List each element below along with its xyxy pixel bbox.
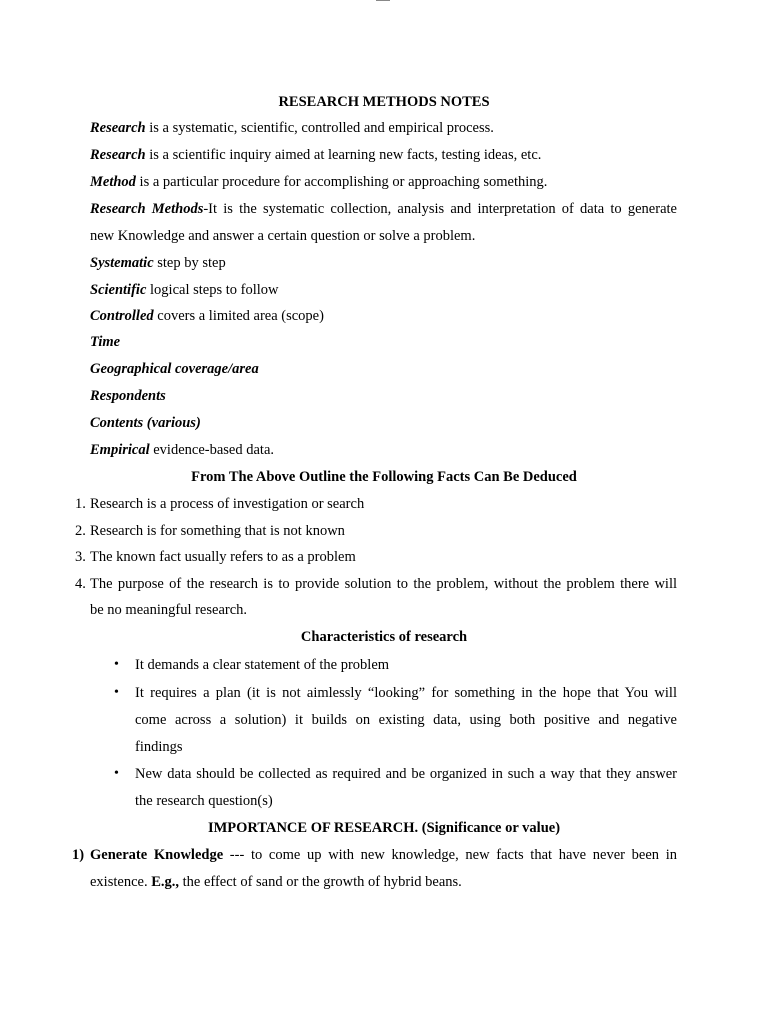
fact-number: 1. <box>75 496 86 512</box>
definition-term: Research Methods <box>90 201 204 217</box>
page-title: RESEARCH METHODS NOTES <box>278 94 490 110</box>
definition-6 <box>90 280 278 300</box>
page-top-mark <box>376 0 390 1</box>
characteristic-item: It requires a plan (it is not aimlessly “looking” for something in the hope that You will <box>135 685 677 701</box>
definition-text: is a systematic, scientific, controlled and empirical process. <box>145 120 494 136</box>
definition-text: is a particular procedure for accomplishing or approaching something. <box>135 174 548 190</box>
definition-8 <box>90 332 120 352</box>
importance-term: Generate Knowledge <box>90 847 224 863</box>
characteristic-item-continued: come across a solution) it builds on existing data, using both positive and negative <box>135 712 677 728</box>
fact-number: 2. <box>75 523 86 539</box>
fact-item: The known fact usually refers to as a problem <box>90 549 356 565</box>
bullet-icon: • <box>114 766 119 781</box>
definition-12 <box>90 440 274 460</box>
importance-text: existence. <box>90 874 152 890</box>
facts-heading: From The Above Outline the Following Facts Can Be Deduced <box>191 469 577 485</box>
definition-text: is a scientific inquiry aimed at learning new facts, testing ideas, etc. <box>145 147 542 163</box>
definition-10 <box>90 386 166 406</box>
characteristic-item: It demands a clear statement of the problem <box>135 657 390 673</box>
fact-item: The purpose of the research is to provide solution to the problem, without the problem there will <box>90 576 677 592</box>
definition-term: Time <box>90 334 121 350</box>
characteristic-item: New data should be collected as required and be organized in such a way that they answer <box>135 766 677 782</box>
definition-term: Method <box>90 174 136 190</box>
definition-5 <box>90 253 226 273</box>
definition-2 <box>90 145 541 165</box>
definition-term: Empirical <box>90 442 150 458</box>
definition-4-continued: new Knowledge and answer a certain question or solve a problem. <box>90 228 476 244</box>
definition-term: Scientific <box>90 282 147 298</box>
characteristics-heading: Characteristics of research <box>300 629 468 645</box>
definition-9 <box>90 359 259 379</box>
definition-11 <box>90 413 201 433</box>
definition-term: Research <box>90 120 146 136</box>
definition-4 <box>90 199 677 219</box>
importance-text: the effect of sand or the growth of hybrid beans. <box>179 874 462 890</box>
definition-1 <box>90 118 494 138</box>
importance-text: --- to come up with new knowledge, new facts that have never been in <box>223 847 677 863</box>
definition-text: covers a limited area (scope) <box>153 308 324 324</box>
definition-term: Controlled <box>90 308 154 324</box>
fact-number: 4. <box>75 576 86 592</box>
characteristic-item-continued: findings <box>135 739 183 755</box>
fact-item: Research is a process of investigation or search <box>90 496 365 512</box>
definition-text: step by step <box>153 255 226 271</box>
definition-text: evidence-based data. <box>149 442 275 458</box>
example-label: E.g., <box>151 874 179 890</box>
fact-item: Research is for something that is not known <box>90 523 345 539</box>
importance-number: 1) <box>72 847 85 863</box>
definition-term: Contents (various) <box>90 415 201 431</box>
definition-3 <box>90 172 547 192</box>
characteristic-item-continued: the research question(s) <box>135 793 273 809</box>
definition-text: -It is the systematic collection, analysis and interpretation of data to generate <box>203 201 677 217</box>
importance-item-continued <box>90 872 462 892</box>
definition-term: Respondents <box>90 388 166 404</box>
definition-7 <box>90 306 324 326</box>
definition-text: logical steps to follow <box>146 282 279 298</box>
fact-item-continued: be no meaningful research. <box>90 602 248 618</box>
importance-item <box>90 845 677 865</box>
importance-heading: IMPORTANCE OF RESEARCH. (Significance or value) <box>207 820 561 836</box>
bullet-icon: • <box>114 657 119 672</box>
fact-number: 3. <box>75 549 86 565</box>
definition-term: Systematic <box>90 255 154 271</box>
bullet-icon: • <box>114 685 119 700</box>
definition-term: Research <box>90 147 146 163</box>
definition-term: Geographical coverage/area <box>90 361 259 377</box>
